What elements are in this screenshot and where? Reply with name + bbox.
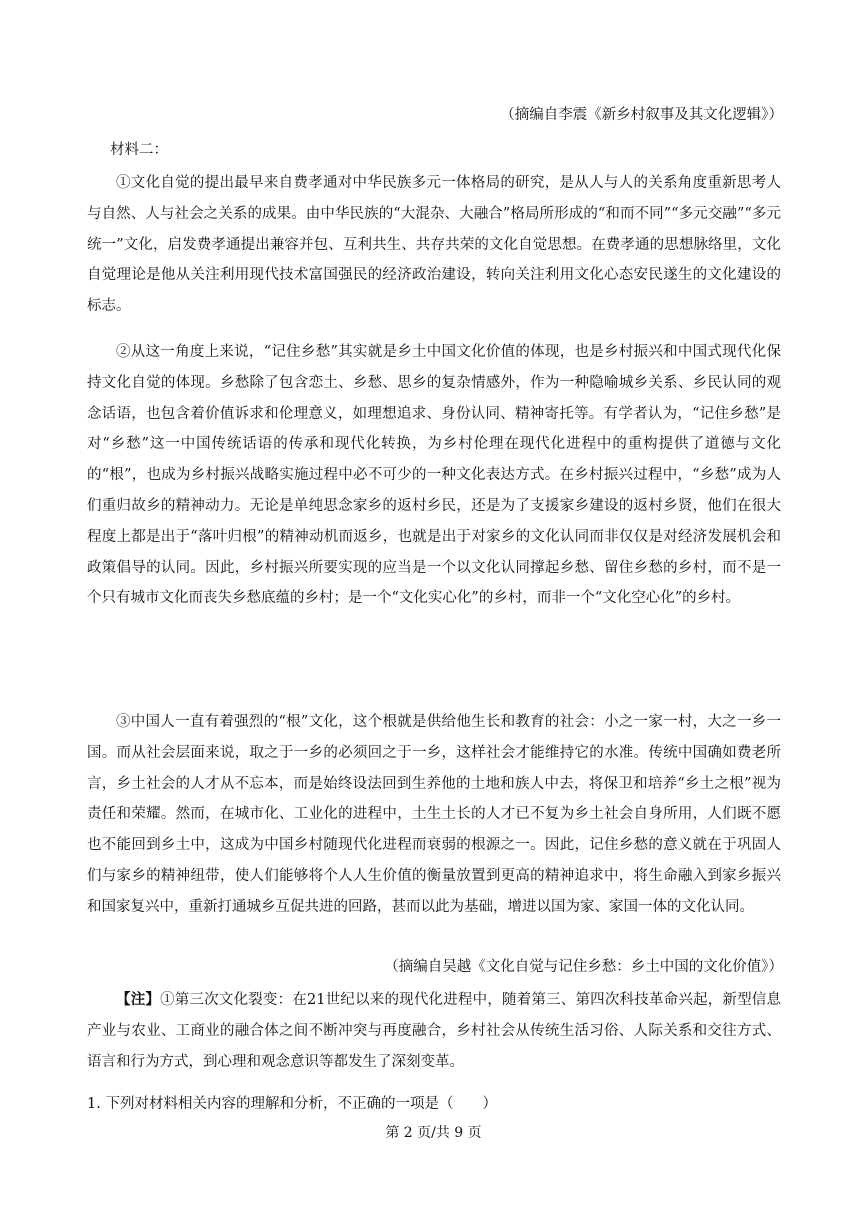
source-citation-1: （摘编自李震《新乡村叙事及其文化逻辑》）	[500, 107, 783, 123]
section-heading: 材料二：	[110, 142, 168, 158]
page-number: 第 2 页/共 9 页	[385, 1125, 482, 1141]
annotation-note	[87, 985, 781, 1077]
source-citation-2: （摘编自吴越《文化自觉与记住乡愁：乡土中国的文化价值》）	[384, 959, 783, 975]
paragraph-2: ②从这一角度上来说，“记住乡愁”其实就是乡土中国文化价值的体现，也是乡村振兴和中国式现代化保持文化自觉的体现。乡愁除了包含恋土、乡愁、思乡的复杂情感外，作为一种隐喻城乡关系、乡民认同的观念话语，也包含着价值诉求和伦理意义，如理想追求、身份认同、精神寄托等。有学者认为，“记住乡愁”是对“乡愁”这一中国传统话语的传承和现代化转换，为乡村伦理在现代化进程中的重构提供了道德与文化的“根”，也成为乡村振兴战略实施过程中必不可少的一种文化表达方式。在乡村振兴过程中，“乡愁”成为人们重归故乡的精神动力。无论是单纯思念家乡的返村乡民，还是为了支援家乡建设的返村乡贤，他们在很大程度上都是出于“落叶归根”的精神动机而返乡，也就是出于对家乡的文化认同而非仅仅是对经济发展机会和政策倡导的认同。因此，乡村振兴所要实现的应当是一个以文化认同撑起乡愁、留住乡愁的乡村，而不是一个只有城市文化而丧失乡愁底蕴的乡村；是一个“文化实心化”的乡村，而非一个“文化空心化”的乡村。	[87, 344, 781, 607]
note-text: ①第三次文化裂变：在21世纪以来的现代化进程中，随着第三、第四次科技革命兴起，新型信息产业与农业、工商业的融合体之间不断冲突与再度融合，乡村社会从传统生活习俗、人际关系和交往方式、语言和行为方式，到心理和观念意识等都发生了深刻变革。	[87, 992, 782, 1070]
paragraph-1: ①文化自觉的提出最早来自费孝通对中华民族多元一体格局的研究，是从人与人的关系角度重新思考人与自然、人与社会之关系的成果。由中华民族的“大混杂、大融合”格局所形成的“和而不同”“多元交融”“多元统一”文化，启发费孝通提出兼容并包、互利共生、共存共荣的文化自觉思想。在费孝通的思想脉络里，文化自觉理论是他从关注利用现代技术富国强民的经济政治建设，转向关注利用文化心态安民遂生的文化建设的标志。	[87, 175, 781, 315]
question-1: 1. 下列对材料相关内容的理解和分析，不正确的一项是（ ）	[87, 1096, 497, 1112]
note-label: 【注】	[116, 991, 161, 1008]
paragraph-3: ③中国人一直有着强烈的“根”文化，这个根就是供给他生长和教育的社会：小之一家一村，大之一乡一国。而从社会层面来说，取之于一乡的必须回之于一乡，这样社会才能维持它的水准。传统中国确如费老所言，乡土社会的人才从不忘本，而是始终设法回到生养他的土地和族人中去，将保卫和培养“乡土之根”视为责任和荣耀。然而，在城市化、工业化的进程中，土生土长的人才已不复为乡土社会自身所用，人们既不愿也不能回到乡土中，这成为中国乡村随现代化进程而衰弱的根源之一。因此，记住乡愁的意义就在于巩固人们与家乡的精神纽带，使人们能够将个人人生价值的衡量放置到更高的精神追求中，将生命融入到家乡振兴和国家复兴中，重新打通城乡互促共进的回路，甚而以此为基础，增进以国为家、家国一体的文化认同。	[87, 714, 781, 915]
